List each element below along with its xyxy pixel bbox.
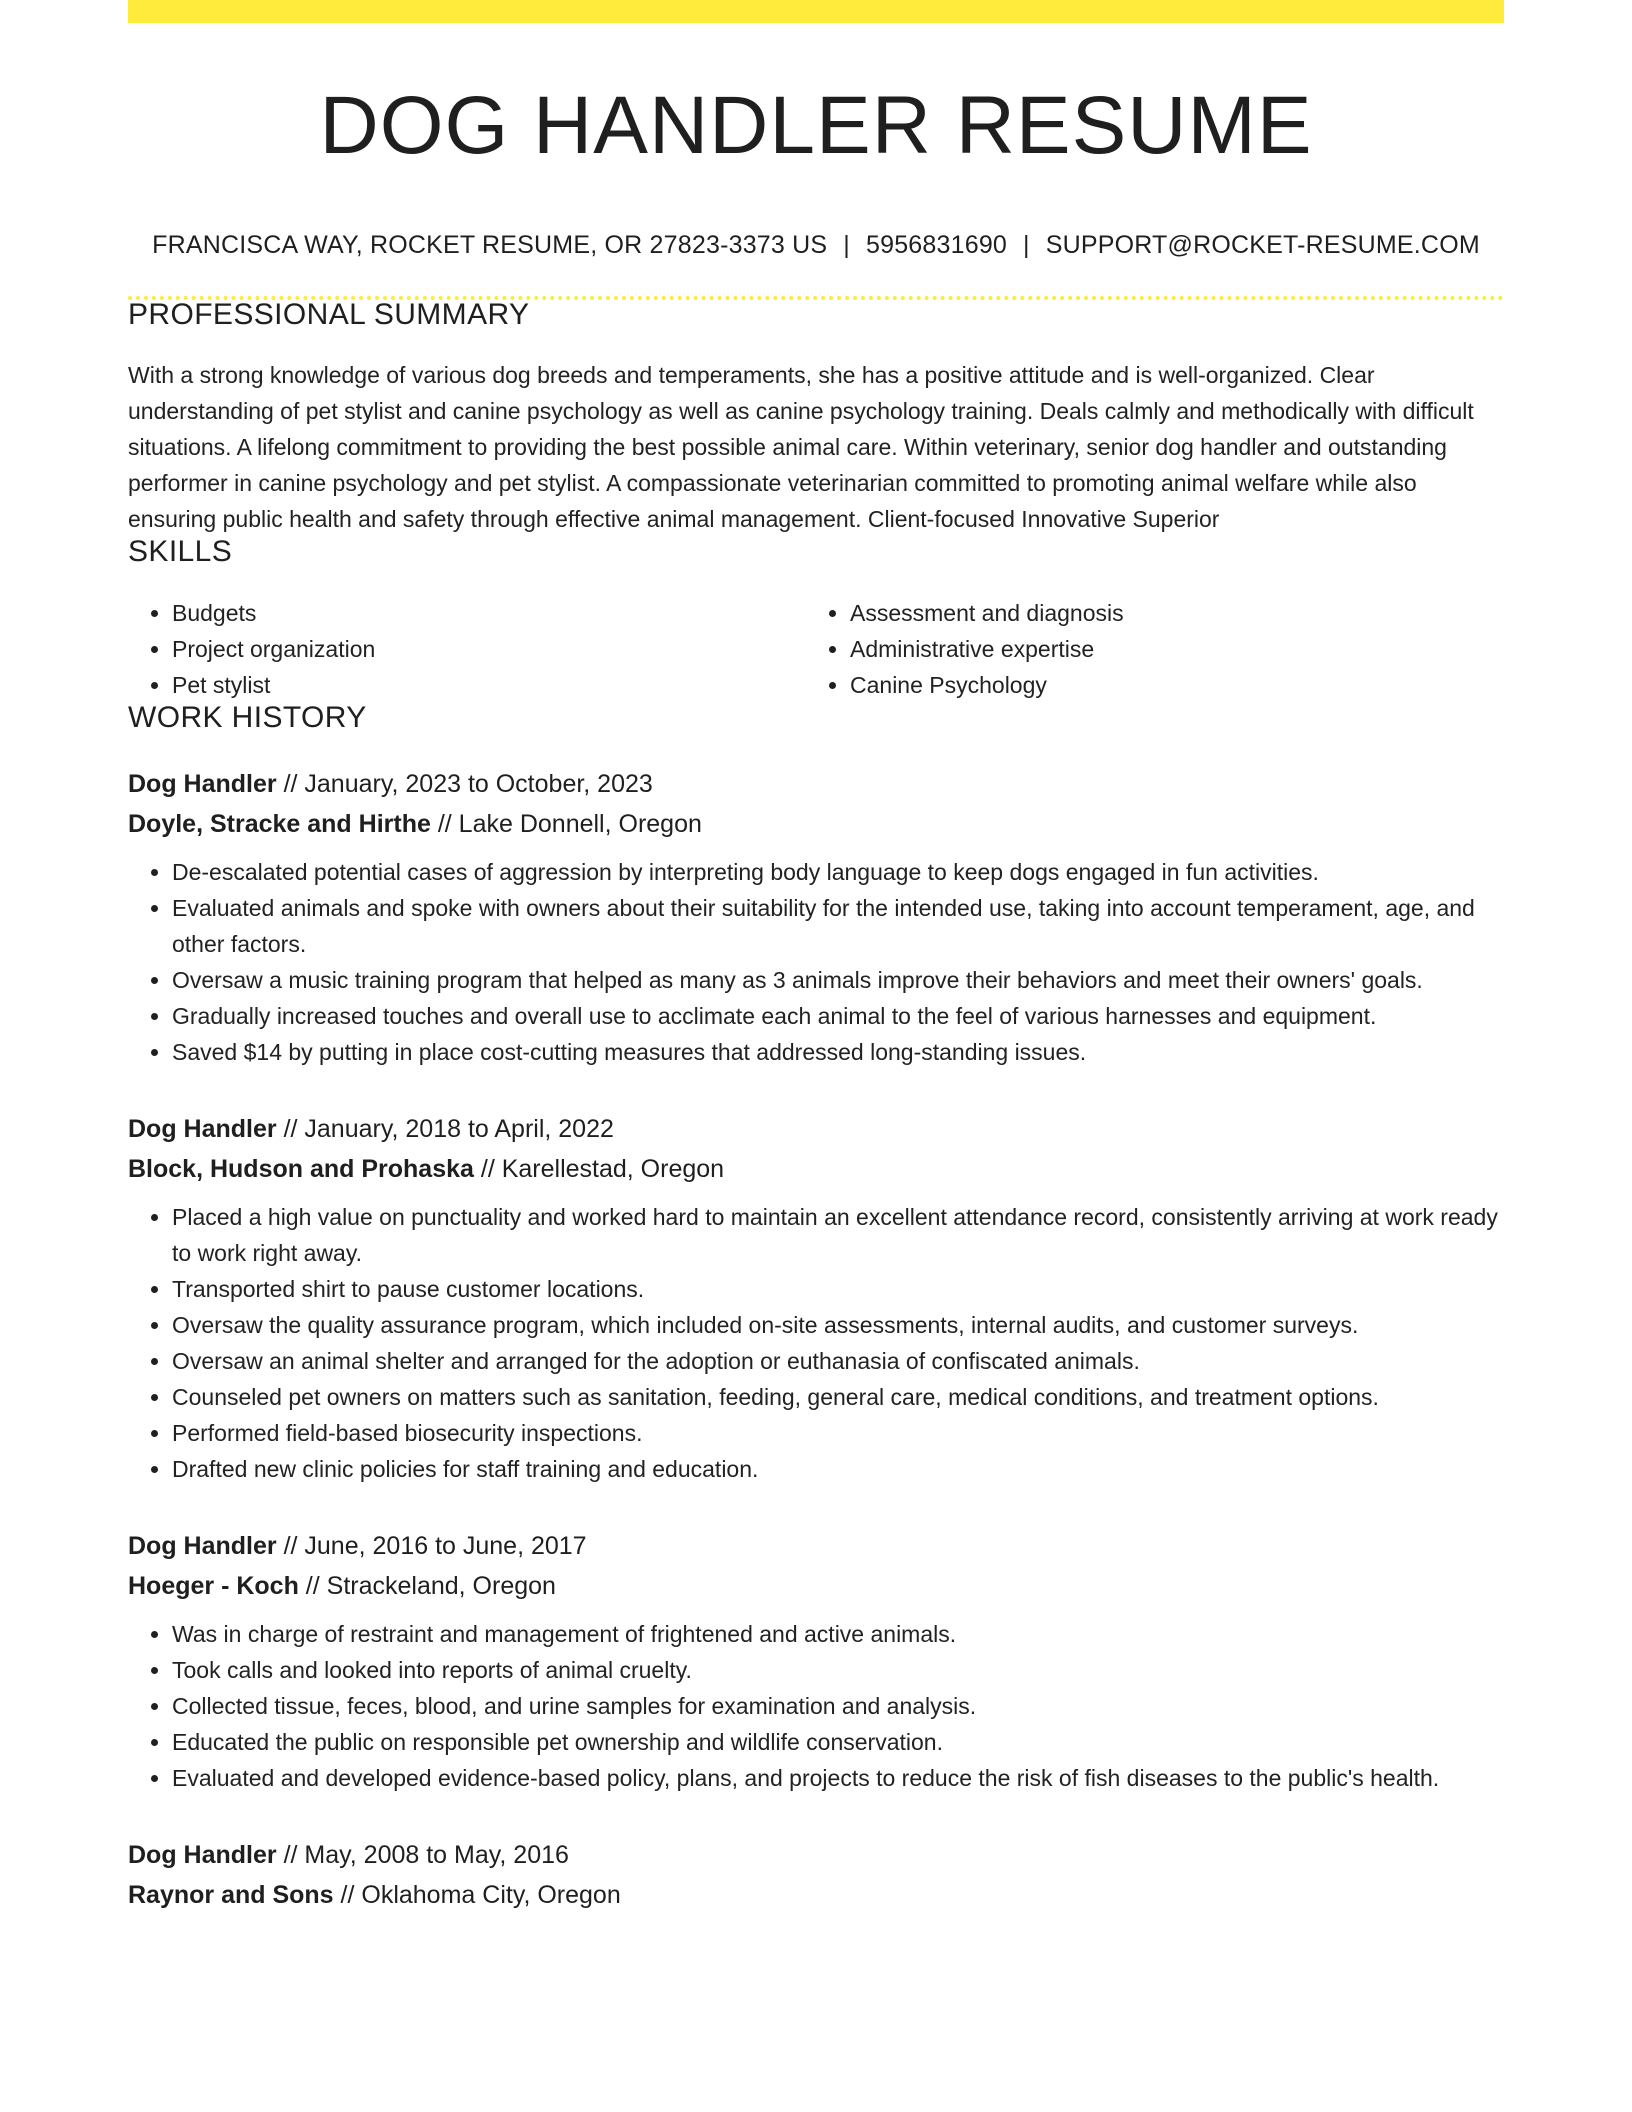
job-title-line: [128, 764, 1504, 804]
job-bullets: [128, 1616, 1504, 1796]
job-location: // Lake Donnell, Oregon: [430, 810, 702, 838]
job-entry: [128, 1109, 1504, 1487]
job-title: Dog Handler: [128, 1841, 277, 1869]
job-company-line: [128, 804, 1504, 844]
skill-item: • Assessment and diagnosis: [850, 595, 1484, 631]
job-company: Hoeger - Koch: [128, 1572, 299, 1600]
job-company-line: [128, 1149, 1504, 1189]
contact-phone: 5956831690: [865, 231, 1008, 259]
resume-page: [128, 0, 1504, 1915]
resume-title: DOG HANDLER RESUME: [319, 80, 1313, 171]
accent-top-bar: [128, 0, 1504, 23]
skills-column-left: [128, 595, 806, 703]
job-bullet: • Evaluated animals and spoke with owners about their suitability for the intended use, taking into account temperament, age, and other factors.: [172, 890, 1504, 962]
job-dates: // January, 2023 to October, 2023: [276, 770, 653, 798]
job-entry: [128, 1835, 1504, 1915]
contact-address: FRANCISCA WAY, ROCKET RESUME, OR 27823-3373 US: [152, 231, 828, 259]
job-bullet: • Placed a high value on punctuality and worked hard to maintain an excellent attendance record, consistently arriving at work ready to work right away.: [172, 1199, 1504, 1271]
job-title: Dog Handler: [128, 770, 277, 798]
job-title: Dog Handler: [128, 1532, 277, 1560]
contact-email: SUPPORT@ROCKET-RESUME.COM: [1045, 231, 1480, 259]
skills-column-right: [806, 595, 1484, 703]
job-title-line: [128, 1835, 1504, 1875]
skill-item: • Project organization: [172, 631, 806, 667]
contact-separator: |: [843, 231, 850, 259]
job-company-line: [128, 1566, 1504, 1606]
job-entry: [128, 1526, 1504, 1796]
job-bullet: • Performed field-based biosecurity inspections.: [172, 1415, 1504, 1451]
job-bullet: • Saved $14 by putting in place cost-cutting measures that addressed long-standing issues.: [172, 1034, 1504, 1070]
skill-item: • Administrative expertise: [850, 631, 1484, 667]
contact-line: [128, 233, 1504, 258]
work-history-heading: WORK HISTORY: [128, 701, 367, 734]
job-dates: // June, 2016 to June, 2017: [276, 1532, 587, 1560]
job-title-line: [128, 1109, 1504, 1149]
job-bullet: • Was in charge of restraint and management of frightened and active animals.: [172, 1616, 1504, 1652]
job-bullet: • Took calls and looked into reports of animal cruelty.: [172, 1652, 1504, 1688]
job-company: Doyle, Stracke and Hirthe: [128, 810, 431, 838]
job-bullet: • Transported shirt to pause customer locations.: [172, 1271, 1504, 1307]
summary-text: With a strong knowledge of various dog breeds and temperaments, she has a positive attitude and is well-organized. Clear understanding of pet stylist and canine psychology as well as canine psychology training. Deals calmly and methodically with difficult situations. A lifelong commitment to providing the best possible animal care. Within veterinary, senior dog handler and outstanding performer in canine psychology and pet stylist. A compassionate veterinarian committed to promoting animal welfare while also ensuring public health and safety through effective animal management. Client-focused Innovative Superior: [128, 362, 1474, 532]
job-company: Block, Hudson and Prohaska: [128, 1155, 474, 1183]
skill-item: • Canine Psychology: [850, 667, 1484, 703]
job-bullet: • Oversaw the quality assurance program, which included on-site assessments, internal audits, and customer surveys.: [172, 1307, 1504, 1343]
job-company: Raynor and Sons: [128, 1881, 334, 1909]
job-bullet: • Oversaw a music training program that helped as many as 3 animals improve their behaviors and meet their owners' goals.: [172, 962, 1504, 998]
job-dates: // May, 2008 to May, 2016: [276, 1841, 569, 1869]
skill-item: • Pet stylist: [172, 667, 806, 703]
skills-list: [128, 595, 1504, 703]
job-bullets: [128, 1199, 1504, 1487]
job-bullet: • Counseled pet owners on matters such as sanitation, feeding, general care, medical conditions, and treatment options.: [172, 1379, 1504, 1415]
job-title: Dog Handler: [128, 1115, 277, 1143]
job-bullet: • Oversaw an animal shelter and arranged for the adoption or euthanasia of confiscated animals.: [172, 1343, 1504, 1379]
skills-heading: SKILLS: [128, 535, 233, 568]
job-company-line: [128, 1875, 1504, 1915]
job-bullet: • Gradually increased touches and overall use to acclimate each animal to the feel of various harnesses and equipment.: [172, 998, 1504, 1034]
job-title-line: [128, 1526, 1504, 1566]
job-location: // Strackeland, Oregon: [298, 1572, 556, 1600]
job-dates: // January, 2018 to April, 2022: [276, 1115, 614, 1143]
job-location: // Karellestad, Oregon: [473, 1155, 725, 1183]
job-bullet: • Evaluated and developed evidence-based policy, plans, and projects to reduce the risk of fish diseases to the public's health.: [172, 1760, 1504, 1796]
job-bullet: • De-escalated potential cases of aggression by interpreting body language to keep dogs engaged in fun activities.: [172, 854, 1504, 890]
job-bullet: • Educated the public on responsible pet ownership and wildlife conservation.: [172, 1724, 1504, 1760]
skill-item: • Budgets: [172, 595, 806, 631]
job-bullet: • Drafted new clinic policies for staff training and education.: [172, 1451, 1504, 1487]
job-bullet: • Collected tissue, feces, blood, and urine samples for examination and analysis.: [172, 1688, 1504, 1724]
job-bullets: [128, 854, 1504, 1070]
summary-heading: PROFESSIONAL SUMMARY: [128, 298, 530, 331]
job-entry: [128, 764, 1504, 1070]
job-location: // Oklahoma City, Oregon: [333, 1881, 621, 1909]
contact-separator: |: [1023, 231, 1030, 259]
